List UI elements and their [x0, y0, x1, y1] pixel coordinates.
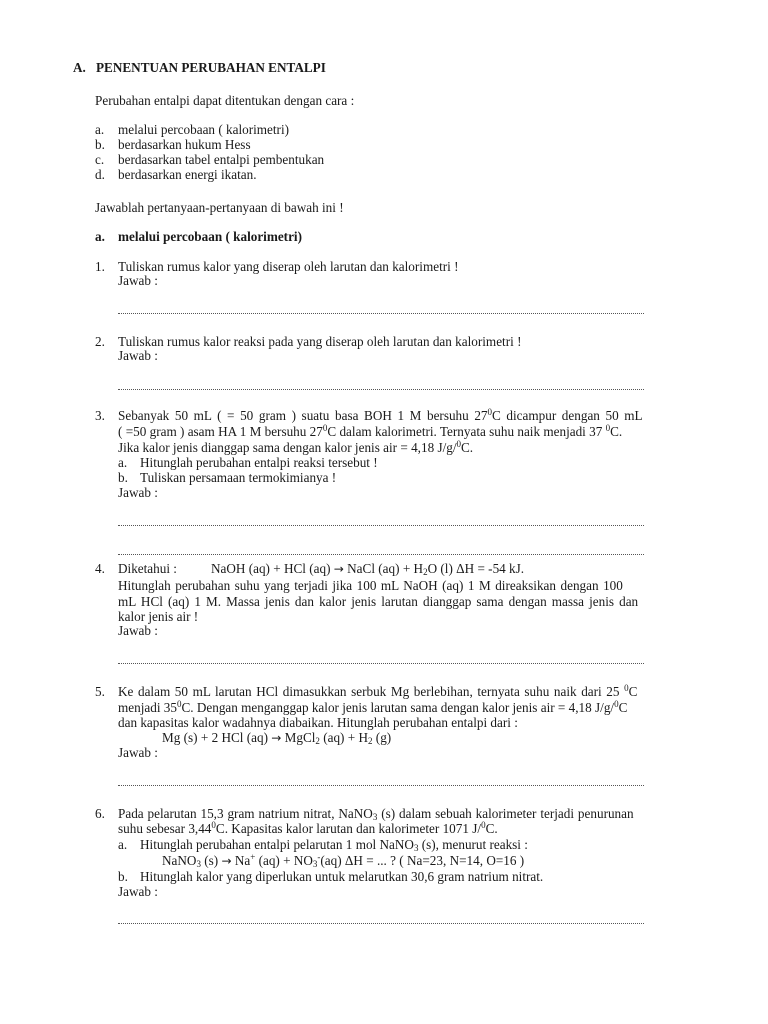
question-text-line: Hitunglah perubahan suhu yang terjadi jika 100 mL NaOH (aq) 1 M direaksikan dengan 100	[118, 578, 623, 593]
question-text-line: Jika kalor jenis dianggap sama dengan kalor jenis air = 4,18 J/g/$^0$C.	[118, 439, 474, 455]
sub-question-letter: a.	[118, 455, 128, 470]
answer-label: Jawab :	[118, 348, 158, 363]
question-number: 1.	[95, 259, 105, 274]
question-text-line: Pada pelarutan 15,3 gram natrium nitrat, NaNO$_3$ (s) dalam sebuah kalorimeter terjadi penurunan	[118, 806, 634, 822]
list-item: berdasarkan tabel entalpi pembentukan	[118, 152, 325, 167]
subsection-letter: a.	[95, 229, 105, 244]
sub-question-text: Tuliskan persamaan termokimianya !	[140, 470, 337, 485]
sub-question-text: Hitunglah kalor yang diperlukan untuk melarutkan 30,6 gram natrium nitrat.	[140, 869, 544, 884]
reaction-equation: NaNO$_3$ (s) → Na+ $(aq) + NO_3^-(aq) \Delta H$ = ... ? ( Na=23, N=14, O=16 )	[162, 852, 525, 869]
sub-question-letter: a.	[118, 837, 128, 852]
arrow-icon: →	[333, 562, 344, 576]
answer-label: Jawab :	[118, 884, 158, 899]
subsection-title: melalui percobaan ( kalorimetri)	[118, 229, 302, 244]
question-text-line: Ke dalam 50 mL larutan HCl dimasukkan serbuk Mg berlebihan, ternyata suhu naik dari 25 $^0$C	[118, 683, 638, 699]
list-item-letter: d.	[95, 167, 105, 182]
question-text-line: mL HCl (aq) 1 M. Massa jenis dan kalor jenis larutan dianggap sama dengan massa jenis dan	[118, 594, 639, 609]
list-item: melalui percobaan ( kalorimetri)	[118, 122, 289, 137]
answer-line[interactable]	[118, 389, 644, 390]
question-number: 4.	[95, 561, 105, 576]
question-number: 5.	[95, 684, 105, 699]
instruction-text: Jawablah pertanyaan-pertanyaan di bawah ini !	[95, 200, 344, 215]
list-item-letter: c.	[95, 152, 105, 167]
answer-line[interactable]	[118, 313, 644, 314]
list-item-letter: a.	[95, 122, 105, 137]
arrow-icon: →	[271, 731, 282, 745]
question-text: Tuliskan rumus kalor reaksi pada yang diserap oleh larutan dan kalorimetri !	[118, 334, 522, 349]
answer-line[interactable]	[118, 525, 644, 526]
question-number: 6.	[95, 806, 105, 821]
question-text-line: ( =50 gram ) asam HA 1 M bersuhu $27^0C$ dalam kalorimetri. Ternyata suhu naik menjadi 37 $^0$C.	[118, 423, 623, 439]
answer-label: Jawab :	[118, 623, 158, 638]
given-label: Diketahui :	[118, 561, 177, 576]
list-item-letter: b.	[95, 137, 105, 152]
answer-line[interactable]	[118, 663, 644, 664]
sub-question-letter: b.	[118, 869, 128, 884]
reaction-equation: NaOH (aq) + HCl (aq) → NaCl $(aq) + H_2O$ (l) ΔH = -54 kJ.	[211, 561, 525, 577]
reaction-equation: Mg (s) + 2 HCl (aq) → MgCl$_2$ $(aq) + H_2$ (g)	[162, 730, 392, 746]
section-letter: A.	[73, 60, 86, 75]
answer-label: Jawab :	[118, 485, 158, 500]
question-number: 3.	[95, 408, 105, 423]
answer-line[interactable]	[118, 785, 644, 786]
list-item: berdasarkan energi ikatan.	[118, 167, 257, 182]
answer-label: Jawab :	[118, 273, 158, 288]
answer-line[interactable]	[118, 923, 644, 924]
sub-question-letter: b.	[118, 470, 128, 485]
question-text: Tuliskan rumus kalor yang diserap oleh larutan dan kalorimetri !	[118, 259, 459, 274]
section-title: PENENTUAN PERUBAHAN ENTALPI	[96, 60, 326, 75]
question-text-line: suhu sebesar 3,44$^0$C. Kapasitas kalor larutan dan kalorimeter 1071 J/$^0$C.	[118, 820, 498, 836]
arrow-icon: →	[221, 854, 232, 868]
sub-question-text: Hitunglah perubahan entalpi reaksi tersebut !	[140, 455, 378, 470]
question-text-line: dan kapasitas kalor wadahnya diabaikan. Hitunglah perubahan entalpi dari :	[118, 715, 518, 730]
sub-question-text: Hitunglah perubahan entalpi pelarutan 1 mol NaNO$_3$ (s), menurut reaksi :	[140, 837, 528, 853]
answer-line[interactable]	[118, 554, 644, 555]
question-number: 2.	[95, 334, 105, 349]
list-item: berdasarkan hukum Hess	[118, 137, 251, 152]
question-text-line: menjadi $35^0C$. Dengan menganggap kalor jenis larutan sama dengan kalor jenis air = 4,18 J/g/$^0$C	[118, 699, 628, 715]
question-text-line: kalor jenis air !	[118, 609, 199, 624]
question-text-line: Sebanyak 50 mL ( = 50 gram ) suatu basa BOH 1 M bersuhu $27^0C$ dicampur dengan 50 mL	[118, 407, 643, 423]
answer-label: Jawab :	[118, 745, 158, 760]
intro-text: Perubahan entalpi dapat ditentukan dengan cara :	[95, 93, 355, 108]
